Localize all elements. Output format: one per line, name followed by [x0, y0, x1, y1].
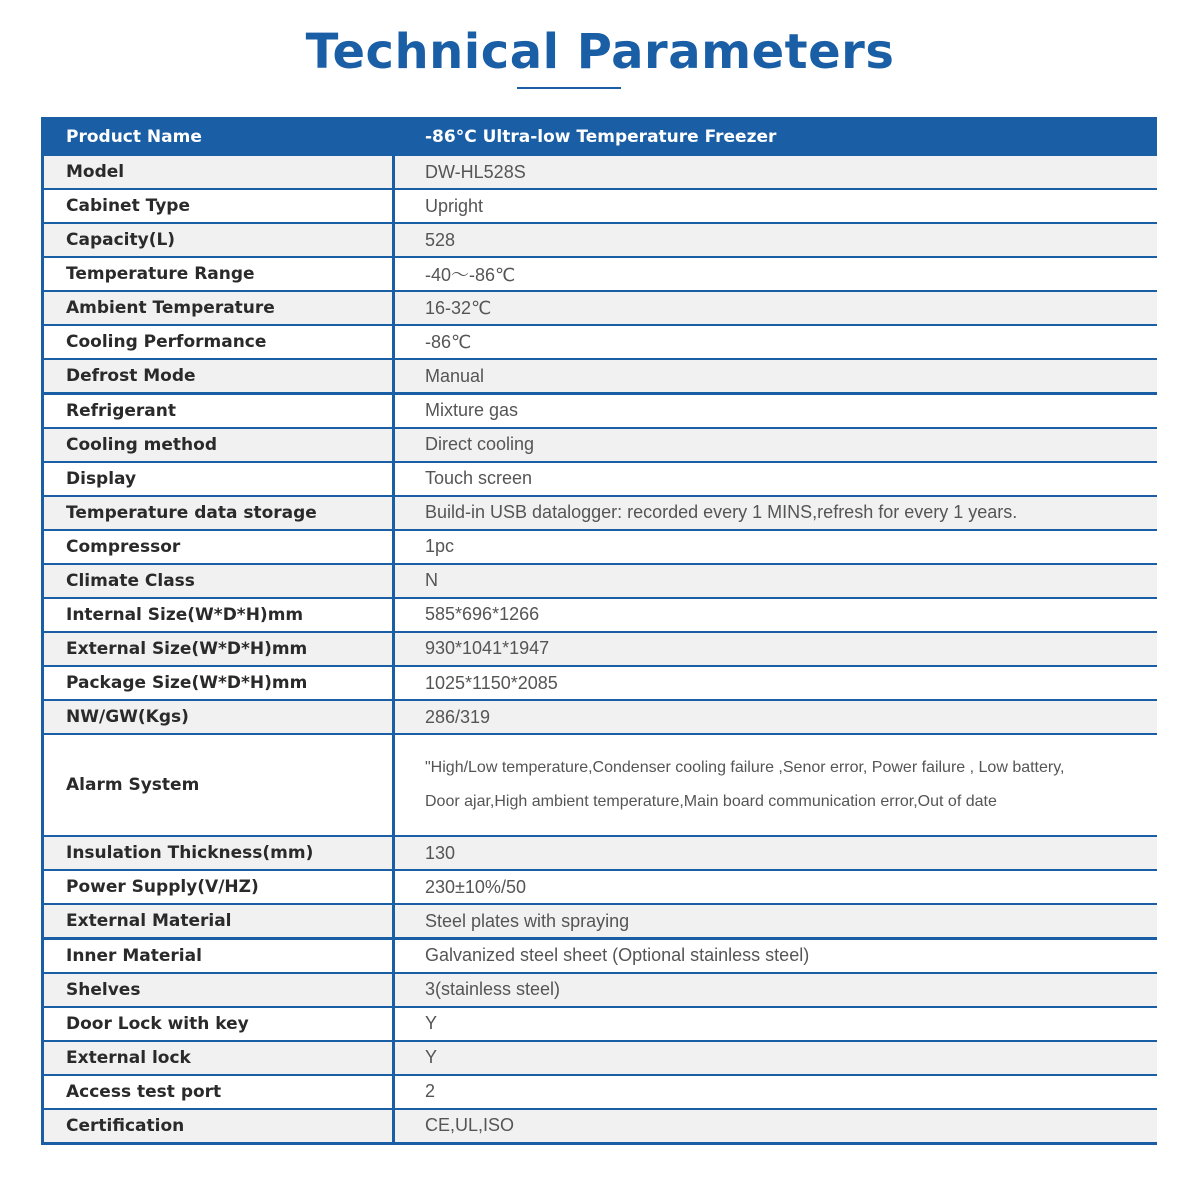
- title-underline: [517, 87, 621, 89]
- row-value: -86℃: [395, 324, 1157, 358]
- row-value: Touch screen: [395, 461, 1157, 495]
- row-value: Y: [395, 1006, 1157, 1040]
- row-label: Display: [44, 461, 392, 495]
- row-value: 528: [395, 222, 1157, 256]
- row-value: 230±10%/50: [395, 869, 1157, 903]
- row-label: Temperature Range: [44, 256, 392, 290]
- header-label: Product Name: [44, 120, 392, 154]
- row-value: Mixture gas: [395, 393, 1157, 427]
- page-title: Technical Parameters: [305, 24, 895, 80]
- row-label: Temperature data storage: [44, 495, 392, 529]
- row-value: 1025*1150*2085: [395, 665, 1157, 699]
- row-value: -40～-86℃: [395, 256, 1157, 290]
- row-label: Model: [44, 154, 392, 188]
- row-label: External Size(W*D*H)mm: [44, 631, 392, 665]
- row-value: 2: [395, 1074, 1157, 1108]
- row-value: DW-HL528S: [395, 154, 1157, 188]
- alarm-line-1: "High/Low temperature,Condenser cooling failure ,Senor error, Power failure , Low battery,: [425, 759, 1065, 777]
- row-value: Galvanized steel sheet (Optional stainless steel): [395, 938, 1157, 972]
- row-label: Alarm System: [44, 733, 392, 835]
- row-value: 1pc: [395, 529, 1157, 563]
- row-label: Capacity(L): [44, 222, 392, 256]
- row-value: Steel plates with spraying: [395, 903, 1157, 937]
- row-value: 16-32℃: [395, 290, 1157, 324]
- row-value: Manual: [395, 358, 1157, 392]
- row-label: Package Size(W*D*H)mm: [44, 665, 392, 699]
- row-value: 286/319: [395, 699, 1157, 733]
- row-label: Cooling method: [44, 427, 392, 461]
- row-value: 130: [395, 835, 1157, 869]
- row-label: Internal Size(W*D*H)mm: [44, 597, 392, 631]
- row-value: CE,UL,ISO: [395, 1108, 1157, 1142]
- row-value: 930*1041*1947: [395, 631, 1157, 665]
- row-label: Refrigerant: [44, 393, 392, 427]
- row-value: Upright: [395, 188, 1157, 222]
- row-label: Defrost Mode: [44, 358, 392, 392]
- row-label: Power Supply(V/HZ): [44, 869, 392, 903]
- row-value: Y: [395, 1040, 1157, 1074]
- row-label: Compressor: [44, 529, 392, 563]
- row-label: External Material: [44, 903, 392, 937]
- row-value-multiline: [395, 733, 1157, 835]
- row-label: NW/GW(Kgs): [44, 699, 392, 733]
- row-label: Cooling Performance: [44, 324, 392, 358]
- row-value: Build-in USB datalogger: recorded every 1 MINS,refresh for every 1 years.: [395, 495, 1157, 529]
- row-label: Shelves: [44, 972, 392, 1006]
- row-label: Cabinet Type: [44, 188, 392, 222]
- row-value: 585*696*1266: [395, 597, 1157, 631]
- row-label: Climate Class: [44, 563, 392, 597]
- row-label: Ambient Temperature: [44, 290, 392, 324]
- row-label: Inner Material: [44, 938, 392, 972]
- row-label: Door Lock with key: [44, 1006, 392, 1040]
- alarm-line-2: Door ajar,High ambient temperature,Main board communication error,Out of date: [425, 793, 997, 811]
- row-value: Direct cooling: [395, 427, 1157, 461]
- header-value: -86°C Ultra-low Temperature Freezer: [395, 120, 1157, 154]
- spec-table: [41, 117, 1157, 1145]
- row-label: External lock: [44, 1040, 392, 1074]
- row-label: Insulation Thickness(mm): [44, 835, 392, 869]
- row-label: Access test port: [44, 1074, 392, 1108]
- row-value: N: [395, 563, 1157, 597]
- row-label: Certification: [44, 1108, 392, 1142]
- row-value: 3(stainless steel): [395, 972, 1157, 1006]
